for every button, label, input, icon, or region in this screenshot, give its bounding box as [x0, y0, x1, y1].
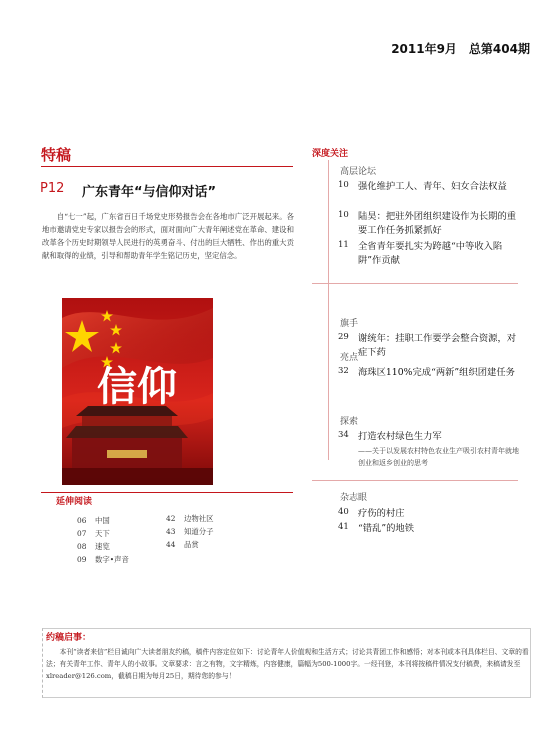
toc-item[interactable] [312, 366, 522, 396]
feature-photo [62, 298, 213, 485]
toc-page: 41 [338, 522, 349, 532]
list-item[interactable] [77, 540, 129, 553]
toc-title: “错乱”的地铁 [358, 523, 414, 534]
toc-item[interactable] [312, 430, 522, 470]
toc-page: 40 [338, 507, 349, 517]
issue-date: 2011年9月 总第404期 [391, 42, 530, 56]
list-item-label: 边物社区 [184, 514, 214, 523]
list-item-page: 44 [166, 540, 176, 549]
list-item[interactable] [77, 553, 129, 566]
list-item-page: 42 [166, 514, 176, 523]
toc-title: 谢统年：挂职工作要学会整合资源，对症下药 [358, 333, 517, 358]
section-title-depth: 深度关注 [312, 149, 349, 159]
image-caption: 信仰 [97, 364, 177, 410]
category-label: 旗手 [340, 319, 359, 329]
list-item[interactable] [166, 512, 214, 525]
feature-page-number: P12 [40, 181, 65, 196]
toc-page: 10 [338, 210, 349, 220]
list-item-page: 43 [166, 527, 176, 536]
list-item-label: 知道分子 [184, 527, 214, 536]
list-item-label: 中国 [95, 516, 110, 525]
toc-title: 陆昊：把驻外团组织建设作为长期的重要工作任务抓紧抓好 [358, 211, 517, 236]
toc-page: 29 [338, 332, 349, 342]
extended-reading-title: 延伸阅读 [56, 497, 93, 507]
notice-title: 约稿启事： [46, 633, 92, 643]
list-item[interactable] [77, 514, 129, 527]
notice-body: 本刊“读者来信”栏目诚向广大读者朋友约稿，稿件内容定位如下：讨论青年人价值观和生活方式；讨论共青团工作和感悟；对本刊或本刊具体栏目、文章的看法；有关青年工作、青年人的小故事。文章要求：言之有物，文字精炼，内容健康，篇幅为500-1000字。一经刊登，本刊将按稿件情况支付稿费，来稿请发至xlreader@126.com，截稿日期为每月25日，期待您的参与！ [46, 648, 529, 680]
toc-title: 打造农村绿色生力军 [358, 431, 442, 442]
section-title-feature: 特稿 [41, 146, 72, 164]
list-item-label: 品赏 [184, 540, 199, 549]
list-item-page: 06 [77, 516, 87, 525]
extended-list-col2 [166, 512, 214, 551]
list-item-label: 速览 [95, 542, 110, 551]
list-item-page: 09 [77, 555, 87, 564]
section-divider [41, 166, 293, 167]
toc-subtitle: ——关于以发展农村特色农业生产吸引农村青年就地创业和返乡创业的思考 [358, 447, 519, 467]
list-item-label: 数字•声音 [95, 555, 129, 564]
flag-illustration [62, 298, 213, 485]
list-item-page: 08 [77, 542, 87, 551]
toc-page: 32 [338, 366, 349, 376]
toc-page: 34 [338, 430, 349, 440]
toc-item[interactable] [312, 522, 522, 538]
toc-title: 海珠区110%完成“两新”组织团建任务 [358, 367, 515, 378]
toc-title: 疗伤的村庄 [358, 508, 405, 519]
list-item-label: 天下 [95, 529, 110, 538]
feature-headline[interactable]: 广东青年“与信仰对话” [82, 185, 217, 200]
toc-item[interactable] [312, 180, 522, 210]
list-item-page: 07 [77, 529, 87, 538]
category-divider [312, 283, 518, 284]
list-item[interactable] [166, 525, 214, 538]
toc-title: 全省青年要扎实为跨越“中等收入陷阱”作贡献 [358, 241, 503, 266]
category-label: 杂志眼 [340, 493, 368, 503]
feature-summary: 自“七一”起，广东省百日千场党史形势报告会在各地市广泛开展起来。各地市邀请党史专家以报告会的形式，面对面向广大青年阐述党在革命、建设和改革各个历史时期领导人民进行的英勇奋斗、付出的巨大牺牲、作出的重大贡献和取得的业绩，引导和帮助青年学生铭记历史，坚定信念。 [42, 212, 294, 260]
extended-divider [41, 492, 293, 493]
toc-page: 11 [338, 240, 349, 250]
category-label: 亮点 [340, 353, 359, 363]
toc-item[interactable] [312, 240, 522, 270]
toc-item[interactable] [312, 507, 522, 523]
toc-page: 10 [338, 180, 349, 190]
category-divider [312, 480, 518, 481]
category-label: 探索 [340, 417, 359, 427]
list-item[interactable] [166, 538, 214, 551]
list-item[interactable] [77, 527, 129, 540]
toc-item[interactable] [312, 210, 522, 240]
toc-title: 强化维护工人、青年、妇女合法权益 [358, 181, 507, 192]
category-label: 高层论坛 [340, 167, 377, 177]
extended-list-col1 [77, 514, 129, 566]
